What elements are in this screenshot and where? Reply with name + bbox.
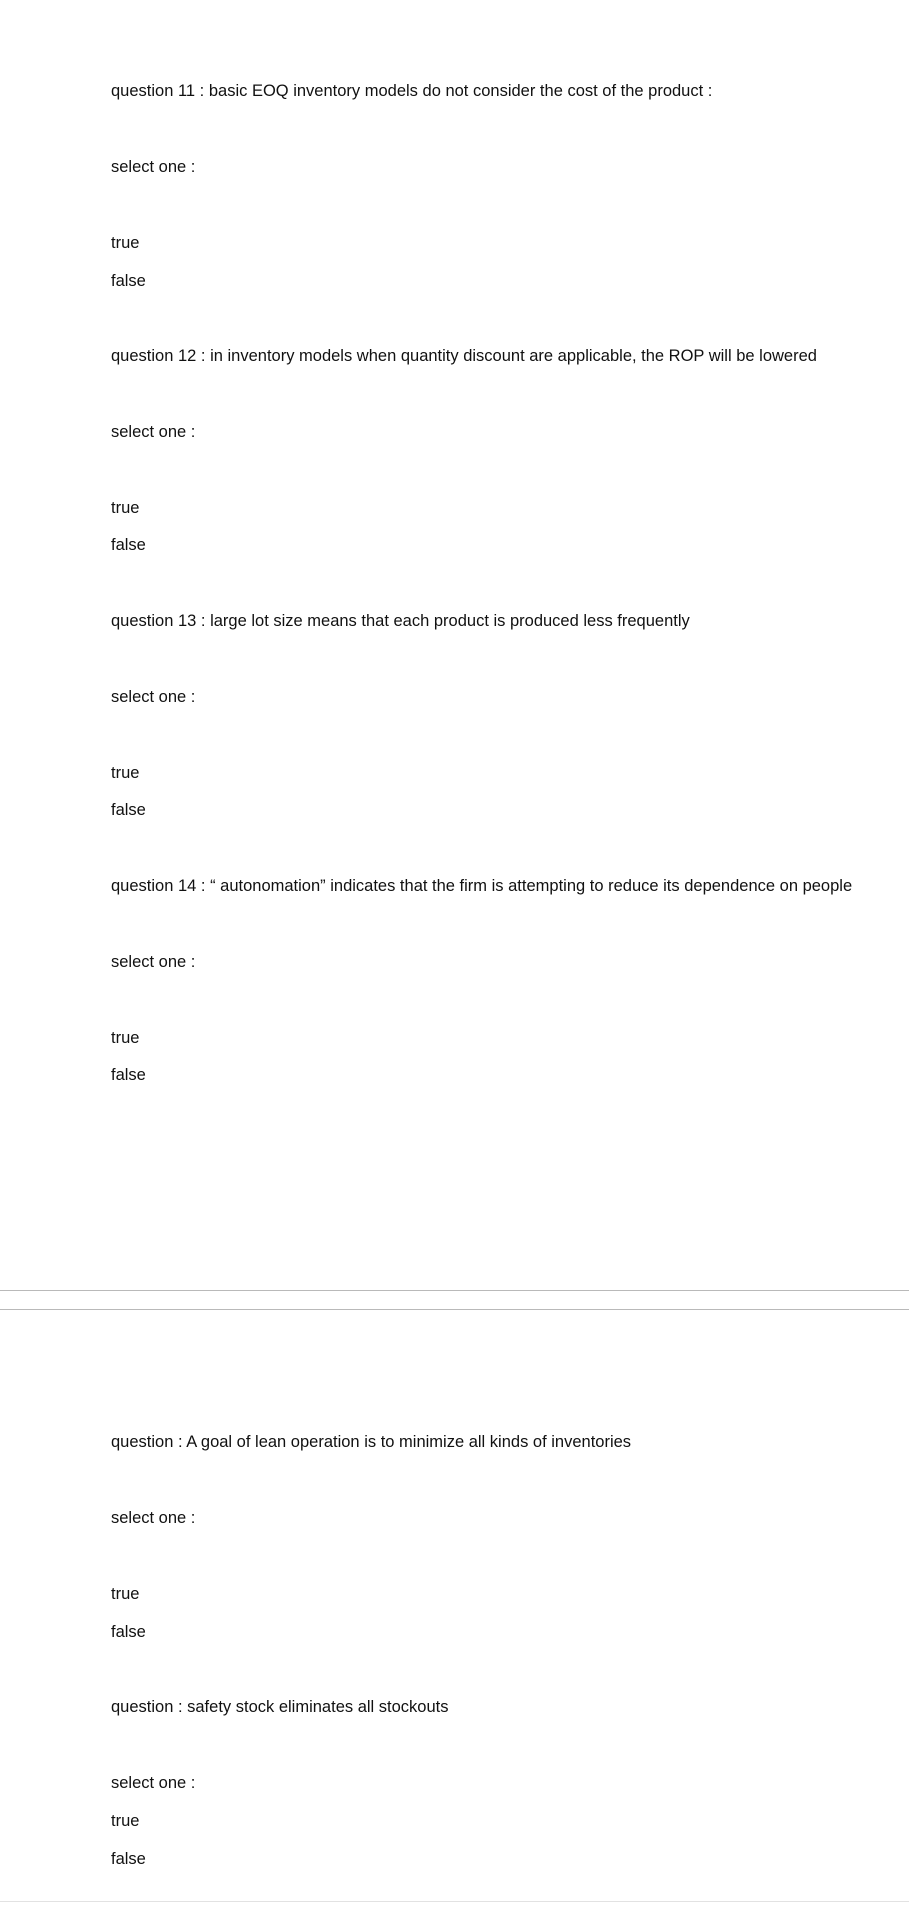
option-false[interactable]: false <box>111 1066 146 1084</box>
select-one-label: select one : <box>111 1509 196 1527</box>
question-text: question 11 : basic EOQ inventory models do not consider the cost of the product : <box>111 82 713 100</box>
option-false[interactable]: false <box>111 801 146 819</box>
select-one-label: select one : <box>111 1774 196 1792</box>
option-false[interactable]: false <box>111 1850 146 1868</box>
option-true[interactable]: true <box>111 1029 140 1047</box>
page-divider <box>0 1901 909 1902</box>
select-one-label: select one : <box>111 158 196 176</box>
question-text: question : safety stock eliminates all stockouts <box>111 1698 449 1716</box>
option-true[interactable]: true <box>111 499 140 517</box>
option-true[interactable]: true <box>111 234 140 252</box>
question-text: question 14 : “ autonomation” indicates that the firm is attempting to reduce its dependence on people <box>111 877 853 895</box>
question-text: question 12 : in inventory models when quantity discount are applicable, the ROP will be lowered <box>111 347 817 365</box>
option-true[interactable]: true <box>111 1812 140 1830</box>
option-true[interactable]: true <box>111 764 140 782</box>
select-one-label: select one : <box>111 953 196 971</box>
option-false[interactable]: false <box>111 536 146 554</box>
question-text: question 13 : large lot size means that each product is produced less frequently <box>111 612 690 630</box>
option-false[interactable]: false <box>111 1623 146 1641</box>
select-one-label: select one : <box>111 423 196 441</box>
option-true[interactable]: true <box>111 1585 140 1603</box>
page-divider <box>0 1290 909 1291</box>
question-text: question : A goal of lean operation is to minimize all kinds of inventories <box>111 1433 632 1451</box>
option-false[interactable]: false <box>111 272 146 290</box>
select-one-label: select one : <box>111 688 196 706</box>
page-divider <box>0 1309 909 1310</box>
